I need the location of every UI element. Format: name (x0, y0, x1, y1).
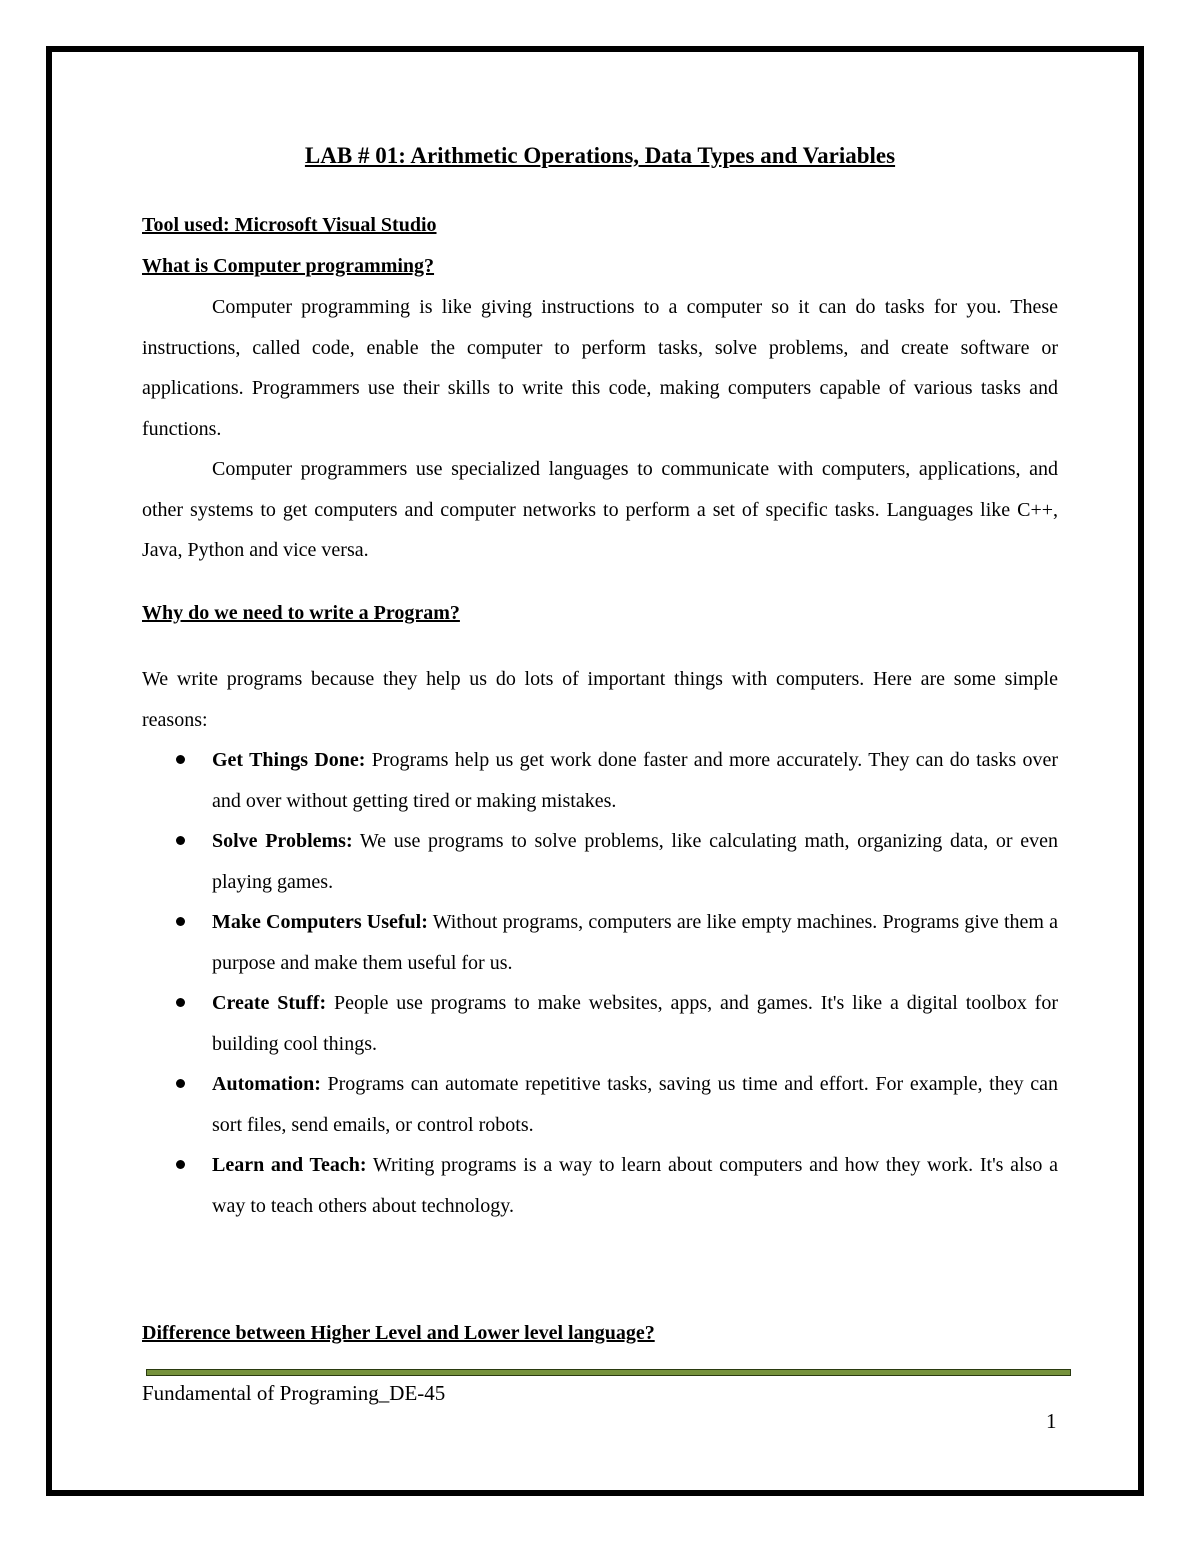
list-item (142, 821, 1058, 902)
list-item-text: Programs help us get work done faster and more accurately. They can do tasks over and over without getting tired or making mistakes. (212, 749, 1059, 812)
list-item-term: Solve Problems: (212, 830, 353, 852)
list-item-text: Without programs, computers are like empty machines. Programs give them a purpose and make them useful for us. (212, 911, 1058, 974)
page-number: 1 (1046, 1409, 1057, 1433)
bullet-icon (176, 998, 185, 1007)
reasons-list (142, 740, 1058, 1226)
footer-divider (146, 1369, 1071, 1376)
list-item (142, 740, 1058, 821)
section-heading-why-program: Why do we need to write a Program? (142, 602, 460, 624)
list-item-term: Learn and Teach: (212, 1154, 367, 1176)
list-item-text: Writing programs is a way to learn about computers and how they work. It's also a way to teach others about technology. (212, 1154, 1058, 1217)
bullet-icon (176, 755, 185, 764)
footer-text: Fundamental of Programing_DE-45 (142, 1381, 446, 1405)
list-item (142, 983, 1058, 1064)
bullet-icon (176, 836, 185, 845)
bullet-icon (176, 1160, 185, 1169)
bullet-icon (176, 917, 185, 926)
list-item-term: Make Computers Useful: (212, 911, 428, 933)
list-item (142, 902, 1058, 983)
section-heading-computer-programming: What is Computer programming? (142, 255, 435, 277)
list-item-term: Get Things Done: (212, 749, 366, 771)
tool-used-heading: Tool used: Microsoft Visual Studio (142, 214, 437, 236)
paragraph-computer-programming: Computer programming is like giving instructions to a computer so it can do tasks for you. These instructions, called code, enable the computer to perform tasks, solve problems, and create software or applications. Programmers use their skills to write this code, making computers capable of various tasks and functions. (142, 296, 1058, 440)
page-title: LAB # 01: Arithmetic Operations, Data Types and Variables (304, 143, 896, 168)
list-item (142, 1064, 1058, 1145)
list-item-text: People use programs to make websites, apps, and games. It's like a digital toolbox for building cool things. (212, 992, 1058, 1055)
section-heading-language-levels: Difference between Higher Level and Lower level language? (142, 1322, 655, 1344)
bullet-icon (176, 1079, 185, 1088)
list-item-text: We use programs to solve problems, like calculating math, organizing data, or even playing games. (212, 830, 1058, 893)
list-item (142, 1145, 1058, 1226)
paragraph-why-program-intro: We write programs because they help us do lots of important things with computers. Here are some simple reasons: (142, 668, 1058, 731)
list-item-text: Programs can automate repetitive tasks, saving us time and effort. For example, they can sort files, send emails, or control robots. (212, 1073, 1058, 1136)
list-item-term: Automation: (212, 1073, 321, 1095)
list-item-term: Create Stuff: (212, 992, 327, 1014)
paragraph-programming-languages: Computer programmers use specialized languages to communicate with computers, applications, and other systems to get computers and computer networks to perform a set of specific tasks. Languages like C++, Java, Python and vice versa. (142, 458, 1058, 561)
